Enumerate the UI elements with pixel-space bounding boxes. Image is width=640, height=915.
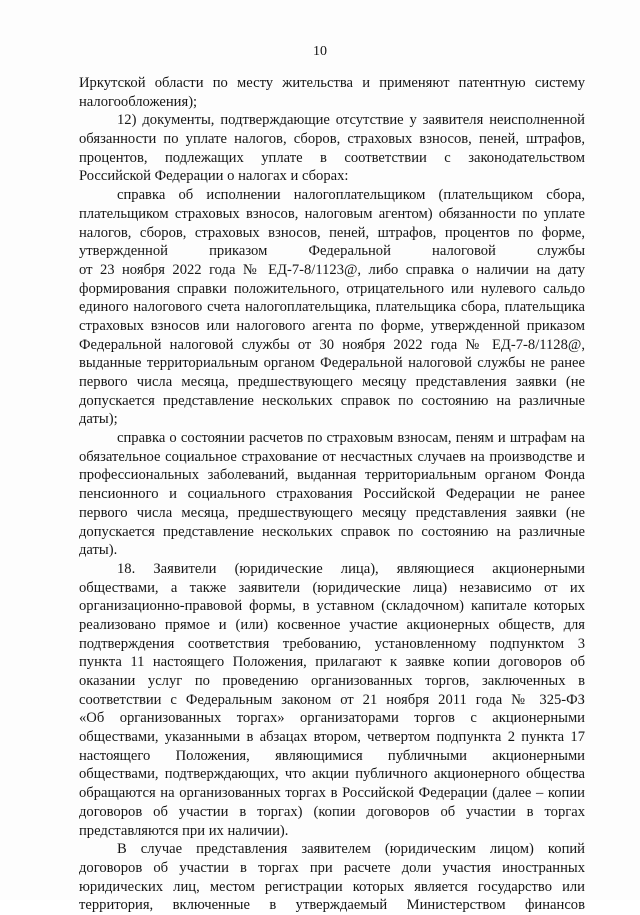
text-line: реализовано прямое и (или) косвенное участие акционерных обществ, для	[79, 616, 585, 633]
text-line: справка о состоянии расчетов по страховым взносам, пеням и штрафам на	[117, 430, 585, 447]
document-body	[79, 74, 585, 915]
text-line: утвержденной приказом Федеральной налоговой службы	[79, 243, 585, 260]
text-line: даты).	[79, 542, 118, 559]
text-line: «Об организованных торгах» организаторами торгов с акционерными	[79, 710, 585, 727]
text-line: пенсионного и социального страхования Российской Федерации не ранее	[79, 486, 585, 503]
text-line: первого числа месяца, предшествующего месяцу представления заявки (не	[79, 504, 585, 521]
text-line: юридических лиц, местом регистрации которых является государство или	[79, 878, 585, 895]
text-line: обязанности по уплате налогов, сборов, страховых взносов, пеней, штрафов,	[79, 131, 585, 148]
text-line: налогообложения);	[79, 93, 198, 110]
text-line: Федеральной налоговой службы от 30 ноября 2022 года № ЕД-7-8/1128@,	[79, 336, 585, 353]
text-line: представляются при их наличии).	[79, 822, 289, 839]
text-line: обязательное социальное страхование от несчастных случаев на производстве и	[79, 448, 585, 465]
text-line: обществами, а также заявители (юридические лица) независимо от их	[79, 579, 585, 596]
text-line: процентов, подлежащих уплате в соответствии с законодательством	[79, 149, 585, 166]
text-line: Иркутской области по месту жительства и применяют патентную систему	[79, 75, 585, 91]
text-line: договоров об участии в торгах) (копии договоров об участии в торгах	[79, 803, 585, 820]
text-line: 18. Заявители (юридические лица), являющиеся акционерными	[117, 560, 585, 577]
text-line: выданные территориальным органом Федеральной налоговой службы не ранее	[79, 355, 585, 372]
text-line: настоящего Положения, являющимися публичными акционерными	[79, 747, 585, 764]
text-line: обществами, указанными в абзацах втором, четвертом подпункта 2 пункта 17	[79, 729, 585, 746]
text-line: страховых взносов или налогового агента по форме, утвержденной приказом	[79, 317, 585, 334]
text-line: подтверждения соответствия требованию, установленному подпунктом 3	[79, 635, 585, 652]
text-line: оказании услуг по проведению организованных торгов, заключенных в	[79, 673, 585, 689]
text-line: даты);	[79, 411, 118, 428]
text-line: справка об исполнении налогоплательщиком (плательщиком сбора,	[117, 187, 585, 204]
text-line: территория, включенные в утверждаемый Министерством финансов	[79, 897, 585, 914]
text-line: плательщиком страховых взносов, налоговым агентом) обязанности по уплате	[79, 205, 585, 222]
text-line: единого налогового счета налогоплательщика, плательщика сбора, плательщика	[79, 299, 585, 316]
text-line: профессиональных заболеваний, выданная территориальным органом Фонда	[79, 467, 585, 484]
text-line: соответствии с Федеральным законом от 21 ноября 2011 года № 325-ФЗ	[79, 691, 585, 708]
text-line: налогов, сборов, страховых взносов, пеней, штрафов, процентов по форме,	[79, 224, 585, 241]
page-number: 10	[313, 44, 327, 59]
text-line: Российской Федерации о налогах и сборах:	[79, 168, 349, 185]
text-line: допускается представление нескольких справок по состоянию на различные	[79, 392, 585, 409]
text-line: допускается представление нескольких справок по состоянию на различные	[79, 523, 585, 540]
text-line: формирования справки положительного, отрицательного или нулевого сальдо	[79, 280, 585, 297]
text-line: 12) документы, подтверждающие отсутствие у заявителя неисполненной	[117, 112, 585, 129]
text-line: договоров об участии в торгах при расчете доли участия иностранных	[79, 859, 585, 876]
text-line: организационно-правовой формы, в уставном (складочном) капитале которых	[79, 598, 585, 615]
text-line: пункта 11 настоящего Положения, прилагают к заявке копии договоров об	[79, 654, 585, 671]
text-line: первого числа месяца, предшествующего месяцу представления заявки (не	[79, 374, 585, 390]
text-line: от 23 ноября 2022 года № ЕД-7-8/1123@, либо справка о наличии на дату	[79, 261, 585, 278]
text-line: обществами, подтверждающих, что акции публичного акционерного общества	[79, 766, 585, 783]
text-line: обращаются на организованных торгах в Российской Федерации (далее – копии	[79, 785, 585, 802]
text-line: В случае представления заявителем (юридическим лицом) копий	[117, 841, 585, 858]
